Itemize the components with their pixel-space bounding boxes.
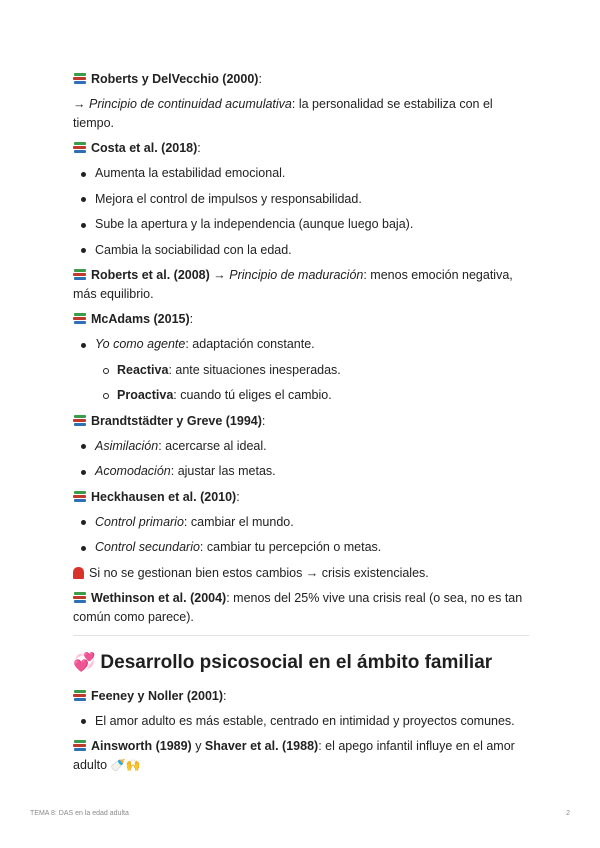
list-item-text: : cambiar tu percepción o metas. xyxy=(199,540,382,554)
list-item-text: Cambia la sociabilidad con la edad. xyxy=(95,242,292,257)
bullet-list xyxy=(73,513,529,558)
list-item-text: Mejora el control de impulsos y responsabilidad. xyxy=(95,191,362,206)
list-item-text: : ajustar las metas. xyxy=(170,464,276,478)
list-item xyxy=(73,190,529,209)
hearts-icon: 💞 xyxy=(73,651,96,672)
books-icon xyxy=(73,269,87,281)
author-citation: McAdams (2015) xyxy=(91,312,190,326)
list-item-text: Sube la apertura y la independencia (aunque luego baja). xyxy=(95,217,414,231)
reference-text: : menos emoción negativa, más equilibrio. xyxy=(73,268,513,301)
list-item-term: Control primario xyxy=(95,514,184,529)
list-item xyxy=(73,712,529,731)
document-page xyxy=(73,70,529,781)
list-item-term: Control secundario xyxy=(95,540,200,554)
list-item-text: Aumenta la estabilidad emocional. xyxy=(95,166,286,180)
sub-item-text: : cuando tú eliges el cambio. xyxy=(173,388,332,402)
books-icon xyxy=(73,592,87,604)
author-citation: Heckhausen et al. (2010) xyxy=(91,489,237,504)
siren-icon xyxy=(73,567,84,579)
reference-heading xyxy=(73,70,529,89)
author-citation: Roberts y DelVecchio (2000) xyxy=(91,72,259,86)
punctuation: : xyxy=(258,72,262,86)
punctuation: : xyxy=(189,312,194,326)
list-item xyxy=(73,538,529,557)
books-icon xyxy=(73,313,87,325)
reference-paragraph xyxy=(73,589,529,627)
reference-text: : menos del 25% vive una crisis real (o sea, no es tan común como parece). xyxy=(73,590,523,624)
section-heading xyxy=(73,650,529,675)
author-citation: Feeney y Noller (2001) xyxy=(91,688,224,703)
sub-item-term: Proactiva xyxy=(117,388,174,402)
list-item-text: : adaptación constante. xyxy=(185,337,315,351)
punctuation: : xyxy=(223,688,227,703)
books-icon xyxy=(73,73,87,85)
books-icon xyxy=(73,491,87,503)
footer-title: TEMA 8: DAS en la edad adulta xyxy=(30,810,129,817)
list-item-term: Asimilación xyxy=(95,438,159,453)
punctuation: : xyxy=(261,413,266,428)
hands-emoji-icon: 🍼🙌 xyxy=(110,758,141,772)
list-item xyxy=(73,215,529,234)
reference-heading xyxy=(73,310,529,329)
list-item-text: : acercarse al ideal. xyxy=(158,438,267,453)
bullet-list xyxy=(73,164,529,260)
sub-item-term: Reactiva xyxy=(117,362,169,377)
principle-term: Principio de continuidad acumulativa xyxy=(88,97,292,111)
list-item-text: El amor adulto es más estable, centrado en intimidad y proyectos comunes. xyxy=(95,713,515,728)
list-item xyxy=(73,513,529,532)
arrow-prefix: → xyxy=(73,97,89,111)
sub-list-item xyxy=(73,386,529,405)
list-item-term: Acomodación xyxy=(95,464,171,478)
reference-text: : el apego infantil influye en el amor adulto xyxy=(73,739,515,772)
punctuation: : xyxy=(197,141,201,155)
books-icon xyxy=(73,690,87,702)
reference-heading xyxy=(73,139,529,158)
principle-text: : la personalidad se estabiliza con el tiempo. xyxy=(73,97,493,130)
author-citation-2: Shaver et al. (1988) xyxy=(204,739,319,753)
reference-heading xyxy=(73,687,529,706)
author-citation: Wethinson et al. (2004) xyxy=(91,590,227,605)
warning-paragraph xyxy=(73,564,529,583)
books-icon xyxy=(73,415,87,427)
page-footer xyxy=(30,810,570,817)
arrow-separator: → xyxy=(209,268,230,282)
conjunction: y xyxy=(191,739,205,753)
list-item xyxy=(73,462,529,481)
author-citation: Roberts et al. (2008) xyxy=(91,268,210,282)
reference-heading xyxy=(73,412,529,431)
bullet-list xyxy=(73,335,529,405)
punctuation: : xyxy=(236,489,240,504)
reference-paragraph xyxy=(73,266,529,304)
reference-paragraph xyxy=(73,737,529,775)
section-heading-text: Desarrollo psicosocial en el ámbito familiar xyxy=(100,651,493,673)
page-number: 2 xyxy=(566,810,570,817)
bullet-list xyxy=(73,712,529,731)
author-citation: Brandtstädter y Greve (1994) xyxy=(91,413,262,428)
principle-term: Principio de maduración xyxy=(229,268,364,282)
list-item xyxy=(73,164,529,183)
reference-heading xyxy=(73,488,529,507)
sub-item-text: : ante situaciones inesperadas. xyxy=(168,362,341,377)
section-divider xyxy=(73,635,529,636)
list-item-text: : cambiar el mundo. xyxy=(183,514,294,529)
list-item xyxy=(73,335,529,354)
bullet-list xyxy=(73,437,529,482)
warning-text: Si no se gestionan bien estos cambios → crisis existenciales. xyxy=(89,565,429,580)
list-item-term: Yo como agente xyxy=(95,337,186,351)
books-icon xyxy=(73,740,87,752)
list-item xyxy=(73,241,529,260)
author-citation: Costa et al. (2018) xyxy=(91,141,198,155)
sub-list-item xyxy=(73,361,529,380)
principle-paragraph xyxy=(73,95,529,133)
books-icon xyxy=(73,142,87,154)
author-citation: Ainsworth (1989) xyxy=(91,739,192,753)
list-item xyxy=(73,437,529,456)
